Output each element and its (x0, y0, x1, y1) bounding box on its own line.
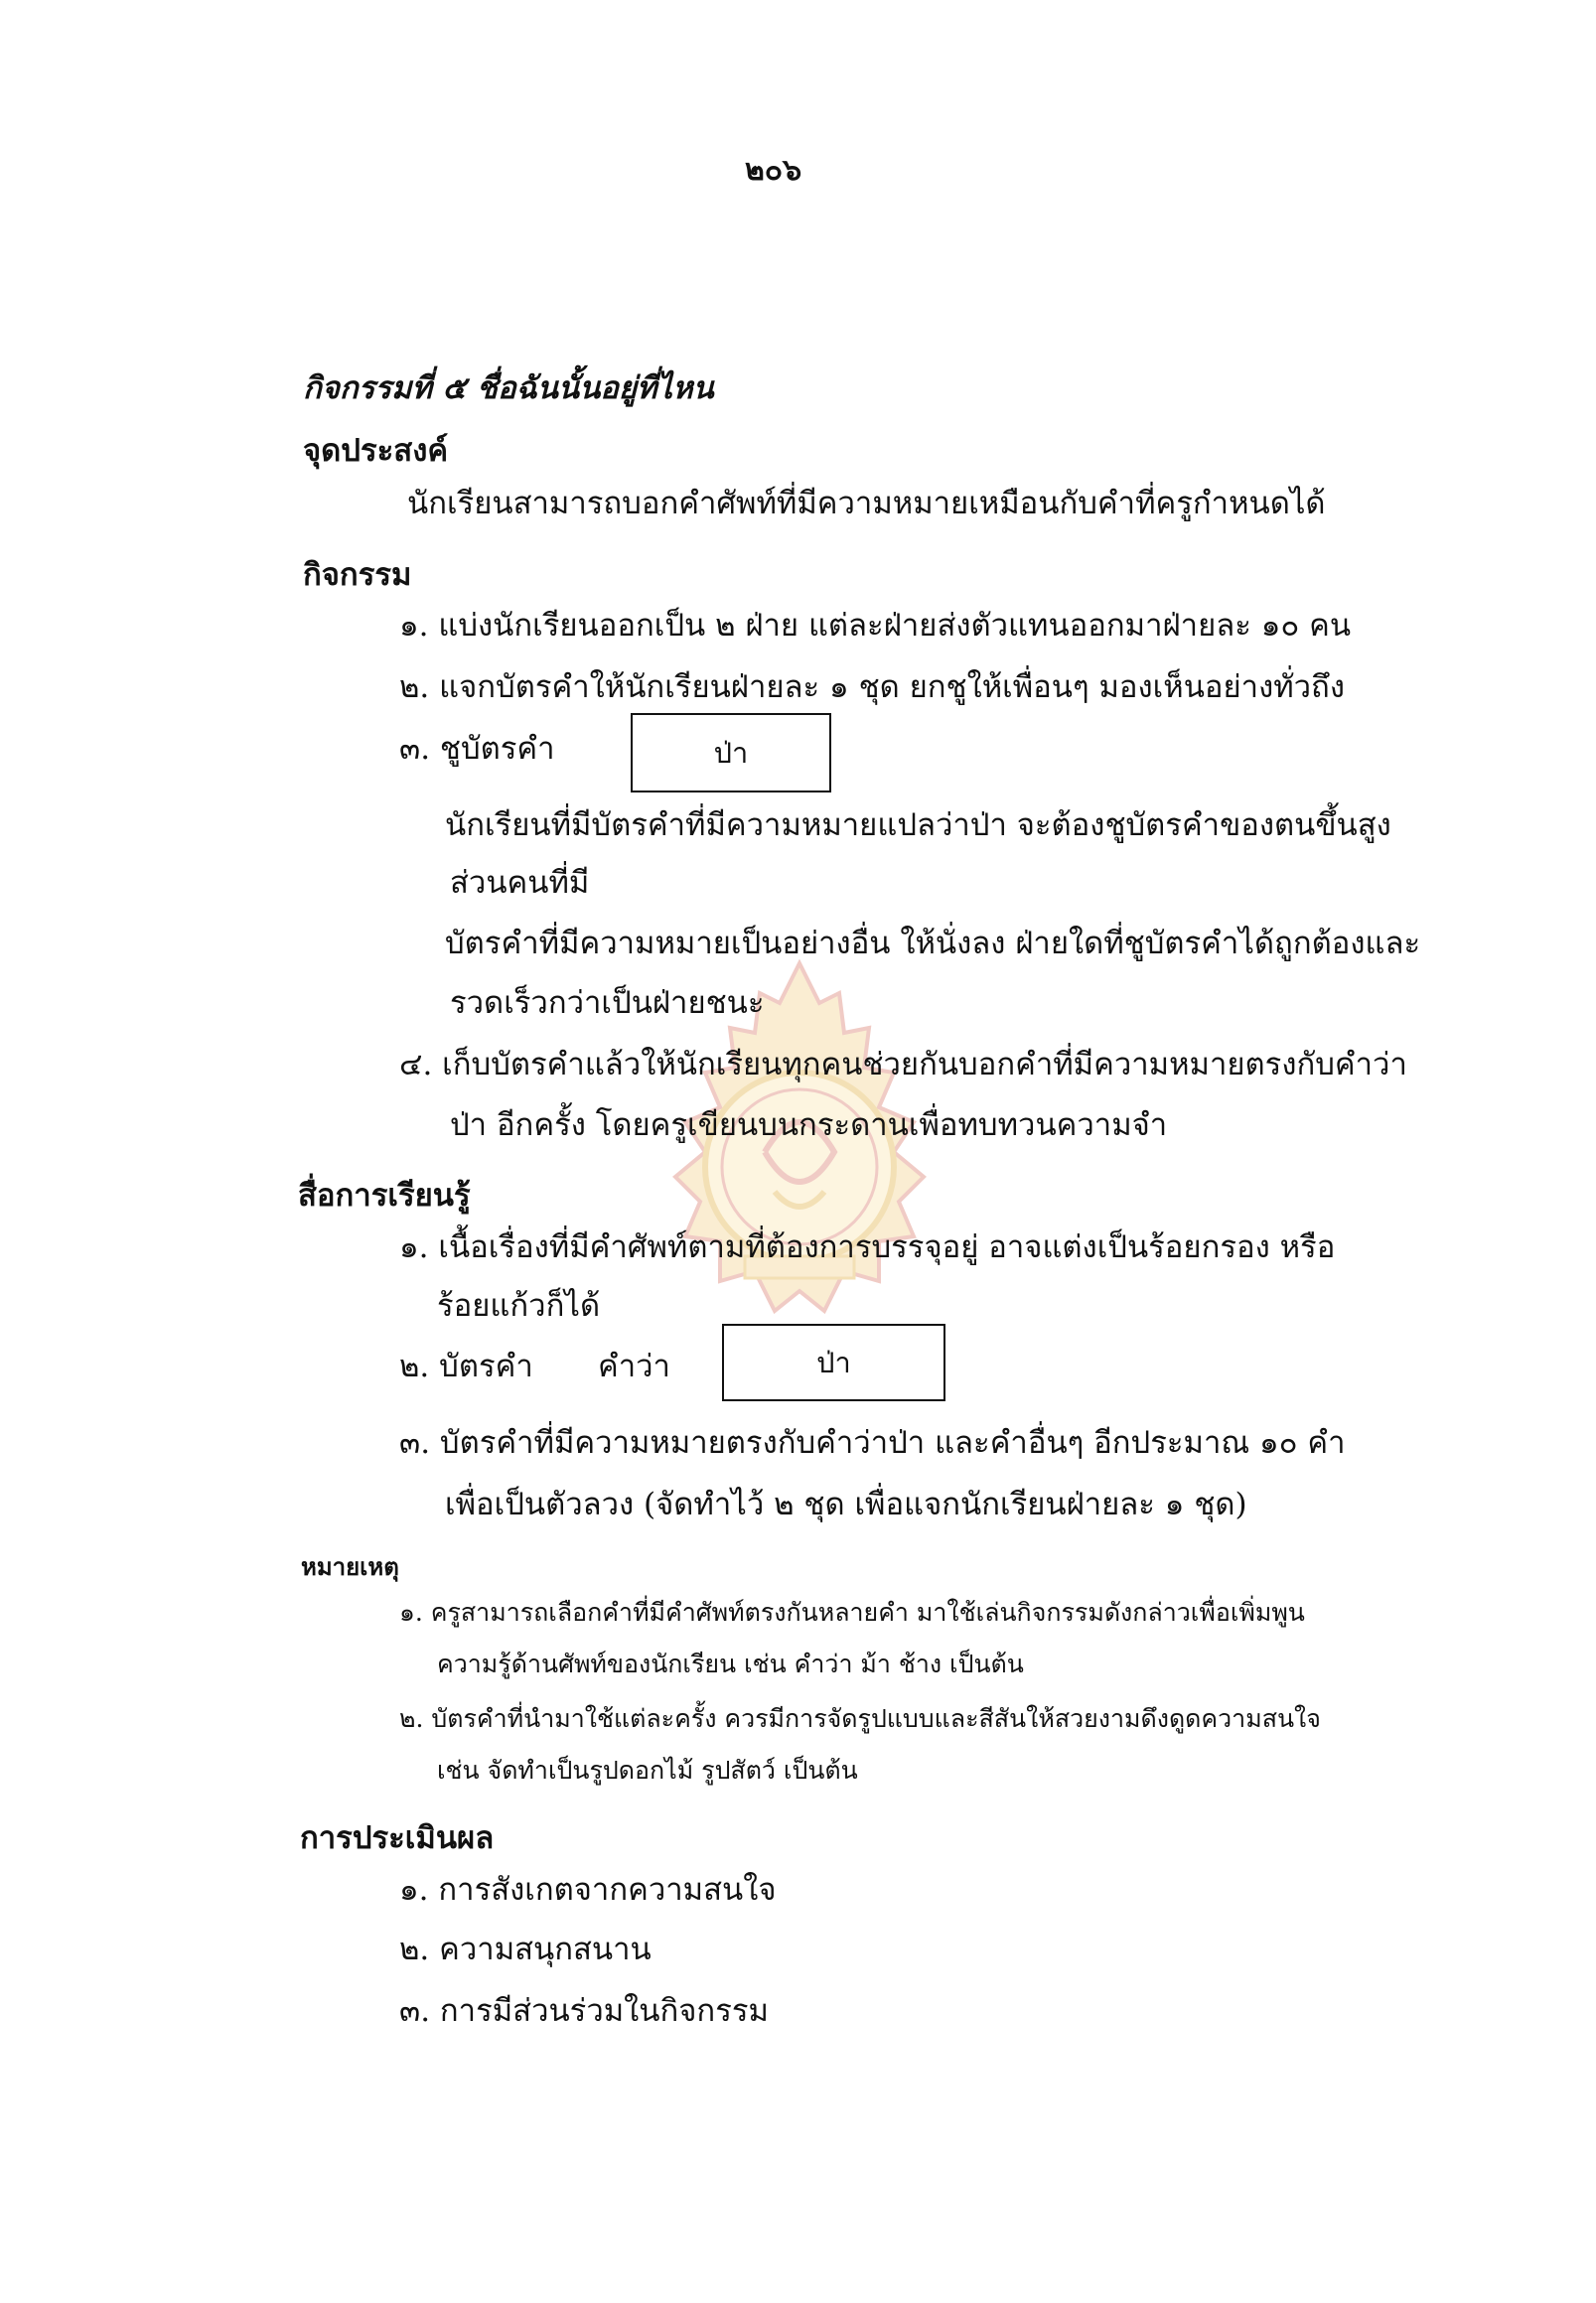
objective-text: นักเรียนสามารถบอกคำศัพท์ที่มีความหมายเหมือนกับคำที่ครูกำหนดได้ (407, 486, 1326, 521)
media-item-3-line-1: ๓. บัตรคำที่มีความหมายตรงกับคำว่าป่า และคำอื่นๆ อีกประมาณ ๑๐ คำ (399, 1425, 1346, 1461)
media-item-1-line-2: ร้อยแก้วก็ได้ (437, 1288, 601, 1324)
activity-item-3-line-4: รวดเร็วกว่าเป็นฝ่ายชนะ (450, 985, 765, 1021)
activity-title: กิจกรรมที่ ๕ ชื่อฉันนั้นอยู่ที่ไหน (303, 370, 714, 406)
word-card-pa-media (722, 1324, 945, 1401)
objective-heading: จุดประสงค์ (303, 433, 449, 469)
activity-item-1: ๑. แบ่งนักเรียนออกเป็น ๒ ฝ่าย แต่ละฝ่ายส่งตัวแทนออกมาฝ่ายละ ๑๐ คน (399, 608, 1352, 644)
media-item-2-label: ๒. บัตรคำ (399, 1349, 533, 1384)
activity-item-3-line-1: นักเรียนที่มีบัตรคำที่มีความหมายแปลว่าป่า จะต้องชูบัตรคำของตนขึ้นสูง (445, 807, 1391, 843)
media-heading: สื่อการเรียนรู้ (298, 1178, 471, 1214)
word-card-text: ป่า (713, 736, 749, 770)
evaluation-item-1: ๑. การสังเกตจากความสนใจ (399, 1872, 777, 1908)
page-number: ๒๐๖ (745, 153, 802, 188)
evaluation-heading: การประเมินผล (300, 1820, 495, 1856)
activity-item-2: ๒. แจกบัตรคำให้นักเรียนฝ่ายละ ๑ ชุด ยกชูให้เพื่อนๆ มองเห็นอย่างทั่วถึง (399, 669, 1345, 705)
evaluation-item-2: ๒. ความสนุกสนาน (399, 1932, 652, 1967)
notes-item-2-line-1: ๒. บัตรคำที่นำมาใช้แต่ละครั้ง ควรมีการจัดรูปแบบและสีสันให้สวยงามดึงดูดความสนใจ (399, 1704, 1321, 1733)
media-item-1-line-1: ๑. เนื้อเรื่องที่มีคำศัพท์ตามที่ต้องการบรรจุอยู่ อาจแต่งเป็นร้อยกรอง หรือ (399, 1229, 1336, 1265)
notes-item-1-line-1: ๑. ครูสามารถเลือกคำที่มีคำศัพท์ตรงกันหลายคำ มาใช้เล่นกิจกรรมดังกล่าวเพื่อเพิ่มพูน (399, 1598, 1305, 1627)
activity-item-3-line-2: ส่วนคนที่มี (450, 865, 590, 901)
activity-item-3-line-3: บัตรคำที่มีความหมายเป็นอย่างอื่น ให้นั่งลง ฝ่ายใดที่ชูบัตรคำได้ถูกต้องและ (445, 926, 1421, 961)
notes-item-1-line-2: ความรู้ด้านศัพท์ของนักเรียน เช่น คำว่า ม้า ช้าง เป็นต้น (437, 1650, 1024, 1678)
word-card-text: ป่า (816, 1346, 851, 1379)
evaluation-item-3: ๓. การมีส่วนร่วมในกิจกรรม (399, 1993, 769, 2029)
activity-item-4-line-1: ๔. เก็บบัตรคำแล้วให้นักเรียนทุกคนช่วยกันบอกคำที่มีความหมายตรงกับคำว่า (399, 1047, 1407, 1082)
media-item-3-line-2: เพื่อเป็นตัวลวง (จัดทำไว้ ๒ ชุด เพื่อแจกนักเรียนฝ่ายละ ๑ ชุด) (445, 1487, 1247, 1522)
activity-heading: กิจกรรม (303, 557, 412, 593)
media-item-2-word: คำว่า (598, 1349, 670, 1384)
activity-item-3-label: ๓. ชูบัตรคำ (399, 731, 555, 767)
notes-heading: หมายเหตุ (301, 1552, 399, 1581)
activity-item-4-line-2: ป่า อีกครั้ง โดยครูเขียนบนกระดานเพื่อทบทวนความจำ (450, 1107, 1168, 1143)
notes-item-2-line-2: เช่น จัดทำเป็นรูปดอกไม้ รูปสัตว์ เป็นต้น (437, 1756, 858, 1785)
word-card-pa (631, 713, 831, 792)
